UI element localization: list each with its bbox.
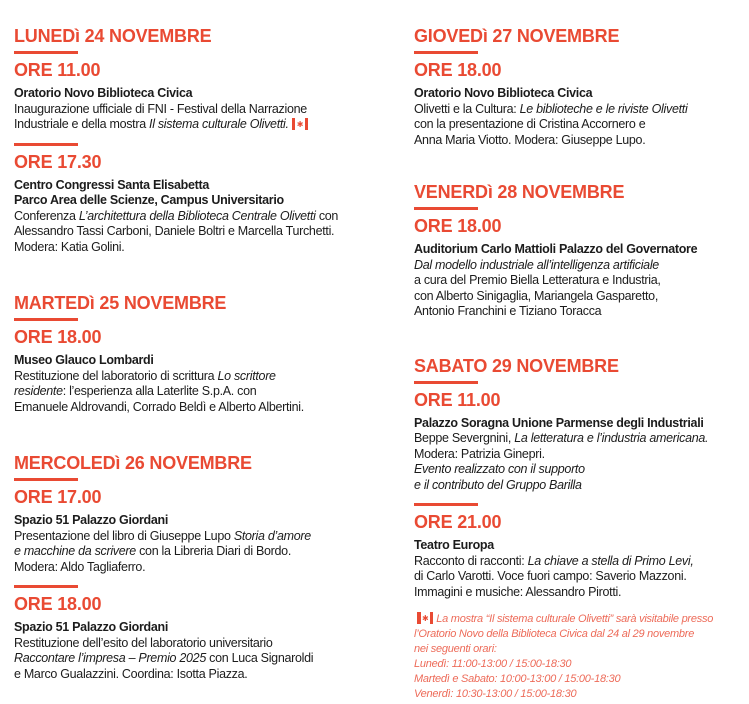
text-line: Conferenza L’architettura della Biblioteca Centrale Olivetti con (14, 208, 339, 223)
event-venue (414, 538, 749, 554)
text-line: Olivetti e la Cultura: Le biblioteche e le riviste Olivetti (414, 101, 688, 116)
text-line: e il contributo del Gruppo Barilla (414, 477, 582, 492)
text-line: Evento realizzato con il supporto (414, 462, 585, 476)
text-line: di Carlo Varotti. Voce fuori campo: Saverio Mazzoni. (414, 569, 687, 583)
text-line: con la presentazione di Cristina Accornero e (414, 117, 646, 131)
divider-rule (414, 503, 478, 506)
event-time: ORE 18.00 (414, 216, 502, 236)
text-line: Dal modello industriale all’intelligenza artificiale (414, 257, 659, 272)
text-line: Modera: Katia Golini. (14, 239, 125, 254)
text-line: Martedì e Sabato: 10:00-13:00 / 15:00-18:30 (414, 673, 621, 685)
event-time: ORE 18.00 (14, 327, 102, 347)
event-venue (414, 242, 749, 258)
day-title: GIOVEDì 27 NOVEMBRE (414, 26, 620, 46)
event-block (414, 381, 749, 494)
text-line: Raccontare l’impresa – Premio 2025 con Luca Signaroldi (14, 651, 314, 665)
event-description (414, 258, 749, 320)
event-description (414, 554, 749, 601)
text-line: e Marco Gualazzini. Coordina: Isotta Piazza. (14, 666, 248, 681)
day-title: SABATO 29 NOVEMBRE (414, 355, 619, 376)
day-title: MARTEDì 25 NOVEMBRE (14, 293, 227, 313)
text-line: Teatro Europa (414, 538, 494, 552)
text-line: Palazzo Soragna Unione Parmense degli Industriali (414, 415, 704, 430)
exhibit-flag-icon: ✱ (417, 612, 433, 627)
event-time: ORE 17.00 (14, 487, 102, 507)
event-venue (14, 86, 406, 102)
divider-rule (14, 478, 78, 481)
text-line: Alessandro Tassi Carboni, Daniele Boltri e Marcella Turchetti. (14, 224, 335, 238)
event-block (14, 478, 406, 575)
text-line: Anna Maria Viotto. Modera: Giuseppe Lupo. (414, 132, 646, 147)
event-description (14, 529, 406, 576)
text-line: Presentazione del libro di Giuseppe Lupo Storia d’amore (14, 528, 311, 543)
event-description (414, 102, 749, 149)
text-line: e macchine da scrivere con la Libreria Diari di Bordo. (14, 544, 291, 558)
event-time: ORE 11.00 (414, 389, 501, 410)
text-line: Parco Area delle Scienze, Campus Universitario (14, 193, 284, 207)
text-line: Lunedì: 11:00-13:00 / 15:00-18:30 (414, 658, 572, 670)
event-time: ORE 17.30 (14, 151, 102, 172)
event-time: ORE 21.00 (414, 512, 502, 532)
divider-rule (414, 207, 478, 210)
event-time: ORE 18.00 (414, 60, 502, 80)
right-column (414, 26, 749, 702)
text-line: l’Oratorio Novo della Biblioteca Civica dal 24 al 29 novembre (414, 628, 695, 640)
text-line: Immagini e musiche: Alessandro Pirotti. (414, 584, 622, 599)
event-block (14, 143, 406, 256)
text-line: Inaugurazione ufficiale di FNI - Festival della Narrazione (14, 101, 307, 116)
exhibit-flag-icon: ✱ (292, 117, 308, 133)
event-description (14, 209, 406, 256)
event-description (14, 636, 406, 683)
event-time: ORE 18.00 (14, 594, 102, 614)
divider-rule (414, 51, 478, 54)
text-line: Beppe Severgnini, La letteratura e l’industria americana. (414, 431, 709, 445)
text-line: Antonio Franchini e Tiziano Toracca (414, 304, 602, 318)
event-block (414, 51, 749, 148)
text-line: Modera: Aldo Tagliaferro. (14, 559, 146, 574)
event-description (14, 102, 406, 133)
text-line: Oratorio Novo Biblioteca Civica (14, 86, 193, 100)
event-venue (414, 86, 749, 102)
day-section-giovedi-27 (414, 26, 749, 148)
text-line: Restituzione dell’esito del laboratorio universitario (14, 635, 273, 650)
event-block (414, 503, 749, 600)
divider-rule (414, 381, 478, 384)
exhibition-hours-footnote (414, 612, 749, 702)
text-line: Auditorium Carlo Mattioli Palazzo del Governatore (414, 242, 698, 256)
event-venue (414, 416, 749, 432)
day-section-lunedi-24 (14, 26, 406, 255)
text-line: Modera: Patrizia Ginepri. (414, 446, 545, 461)
text-line: con Alberto Sinigaglia, Mariangela Gasparetto, (414, 288, 658, 303)
event-venue (14, 178, 406, 209)
day-section-venerdi-28 (414, 182, 749, 320)
event-time: ORE 11.00 (14, 60, 101, 80)
text-line: Industriale e della mostra Il sistema culturale Olivetti. ✱ (14, 117, 406, 133)
text-line: nei seguenti orari: (414, 643, 497, 655)
event-block (14, 585, 406, 682)
left-column (14, 26, 406, 704)
divider-rule (14, 585, 78, 588)
text-line: Centro Congressi Santa Elisabetta (14, 177, 210, 192)
text-line: Spazio 51 Palazzo Giordani (14, 620, 169, 634)
day-title: VENERDì 28 NOVEMBRE (414, 182, 625, 202)
day-section-sabato-29 (414, 356, 749, 601)
event-description (414, 431, 749, 493)
day-section-mercoledi-26 (14, 453, 406, 682)
text-line: Venerdì: 10:30-13:00 / 15:00-18:30 (414, 688, 577, 700)
day-title: MERCOLEDì 26 NOVEMBRE (14, 453, 252, 473)
text-line: Oratorio Novo Biblioteca Civica (414, 86, 593, 100)
day-title: LUNEDì 24 NOVEMBRE (14, 26, 212, 46)
event-block (14, 318, 406, 415)
event-block (14, 51, 406, 133)
divider-rule (14, 143, 78, 146)
text-line: Emanuele Aldrovandi, Corrado Beldì e Alberto Albertini. (14, 399, 304, 414)
text-line: Restituzione del laboratorio di scrittura Lo scrittore (14, 368, 276, 383)
text-line: Racconto di racconti: La chiave a stella di Primo Levi, (414, 553, 694, 568)
event-description (14, 369, 406, 416)
event-venue (14, 353, 406, 369)
text-line: Museo Glauco Lombardi (14, 353, 154, 367)
text-line: Spazio 51 Palazzo Giordani (14, 513, 169, 527)
event-venue (14, 513, 406, 529)
event-block (414, 207, 749, 320)
text-line: residente: l’esperienza alla Laterlite S.p.A. con (14, 384, 257, 398)
text-line: ✱ La mostra “Il sistema culturale Olivetti” sarà visitabile presso (414, 612, 749, 627)
event-venue (14, 620, 406, 636)
divider-rule (14, 51, 78, 54)
text-line: a cura del Premio Biella Letteratura e Industria, (414, 273, 661, 287)
divider-rule (14, 318, 78, 321)
day-section-martedi-25 (14, 293, 406, 415)
